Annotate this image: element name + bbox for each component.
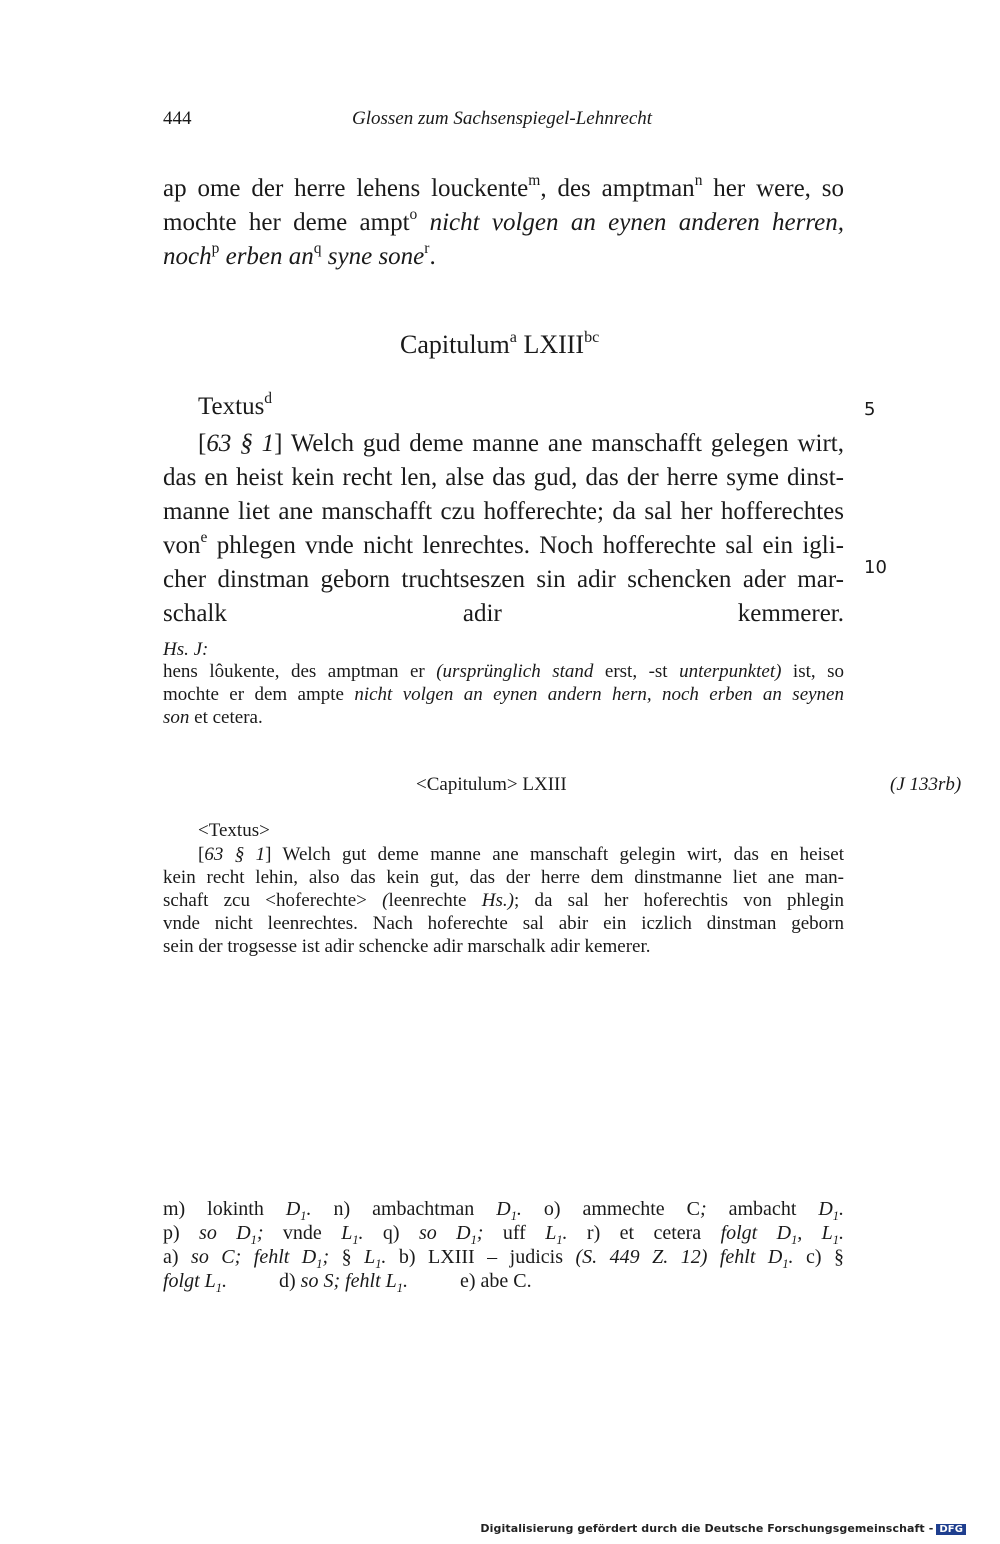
footnote-a: a) so C; fehlt $D_1$; § $L_1$. — [163, 1246, 387, 1271]
text-line: kein recht lehin, also das kein gut, das der herre dem dinstmanne liet ane man- — [163, 867, 844, 888]
text-line: [63 § 1] Welch gud deme manne ane manschafft gelegen wirt, — [198, 430, 844, 457]
text-line: [63 § 1] Welch gut deme manne ane manschaft gelegin wirt, das en heiset — [198, 844, 844, 865]
text-line: schalk adir kemmerer. — [163, 600, 844, 627]
secondary-text-paragraph — [163, 843, 844, 958]
text-line: manne liet ane manschafft czu hofferechte; da sal her hofferechtes — [163, 498, 844, 525]
footnote-r: r) et cetera folgt $D_1$, $L_1$. — [586, 1222, 844, 1247]
dfg-logo: DFG — [936, 1524, 966, 1535]
text-line: ap ome der herre lehens louckente$^m$, des amptman$^n$ her were, so — [163, 172, 845, 202]
manuscript-label: Hs. J: — [163, 639, 209, 660]
footnote-line — [163, 1221, 844, 1245]
text-line: mochte er dem ampte nicht volgen an eynen andern hern, noch erben an seynen — [163, 684, 844, 705]
text-line: vnde nicht leenrechtes. Nach hoferechte sal abir ein iczlich dinstman geborn — [163, 913, 844, 934]
continuation-paragraph — [163, 172, 844, 274]
text-line: sein der trogsesse ist adir schencke adir marschalk adir kemerer. — [163, 936, 651, 957]
chapter-heading-secondary: <Capitulum> LXIII — [416, 774, 567, 795]
text-line: das en heist kein recht len, alse das gud, das der herre syme dinst- — [163, 464, 844, 491]
footnote-p: p) so $D_1$; vnde $L_1$. — [163, 1222, 364, 1247]
footnote-line — [163, 1245, 844, 1269]
footnote-c-start: c) § — [806, 1246, 845, 1268]
footnote-m: m) lokinth $D_1$. — [163, 1198, 312, 1223]
line-number: 10 — [864, 557, 887, 578]
footnote-e: e) abe C. — [460, 1270, 532, 1292]
footnote-line — [163, 1197, 844, 1221]
footnote-b: b) LXIII – judicis (S. 449 Z. 12) fehlt $D_1$. — [398, 1246, 794, 1271]
footnote-c-end: folgt $L_1$. — [163, 1270, 227, 1295]
folio-reference: (J 133rb) — [890, 774, 962, 795]
funding-credit: Digitalisierung gefördert durch die Deutsche Forschungsgemeinschaft - DFG — [480, 1522, 966, 1535]
text-line: schaft zcu <hoferechte> (leenrechte Hs.); da sal her hoferechtis von phlegin — [163, 890, 844, 911]
footnotes — [163, 1197, 844, 1293]
text-line: cher dinstman geborn truchtseszen sin adir schencken ader mar- — [163, 566, 844, 593]
text-line: mochte her deme ampt$^o$ nicht volgen an eynen anderen herren, — [163, 206, 844, 236]
chapter-heading: Capitulum$^a$ $LXIII^{bc}$ — [400, 328, 600, 359]
textus-heading-secondary: <Textus> — [198, 820, 270, 841]
running-title: Glossen zum Sachsenspiegel-Lehnrecht — [352, 108, 653, 129]
text-line: son et cetera. — [163, 707, 263, 728]
manuscript-variant — [163, 660, 844, 729]
footnote-d: d) so S; fehlt $L_1$. — [279, 1270, 408, 1295]
text-line: noch$^p$ erben $an^q$ syne sone$^r$. — [163, 240, 436, 270]
main-text-paragraph — [163, 427, 844, 631]
textus-heading: Textus$^d$ — [198, 390, 273, 420]
footnote-o: o) ammechte C; ambacht $D_1$. — [543, 1198, 844, 1223]
line-number: 5 — [864, 399, 876, 420]
footnote-q: q) so $D_1$; uff $L_1$. — [382, 1222, 568, 1247]
text-line: von$^e$ phlegen vnde nicht lenrechtes. Noch hofferechte sal ein igli- — [163, 529, 844, 559]
text-line: hens lôukente, des amptman er (ursprünglich stand erst, -st unterpunktet) ist, so — [163, 661, 844, 682]
footnote-line — [163, 1269, 844, 1293]
page-number: 444 — [163, 108, 192, 129]
footnote-n: n) ambachtman $D_1$. — [333, 1198, 522, 1223]
